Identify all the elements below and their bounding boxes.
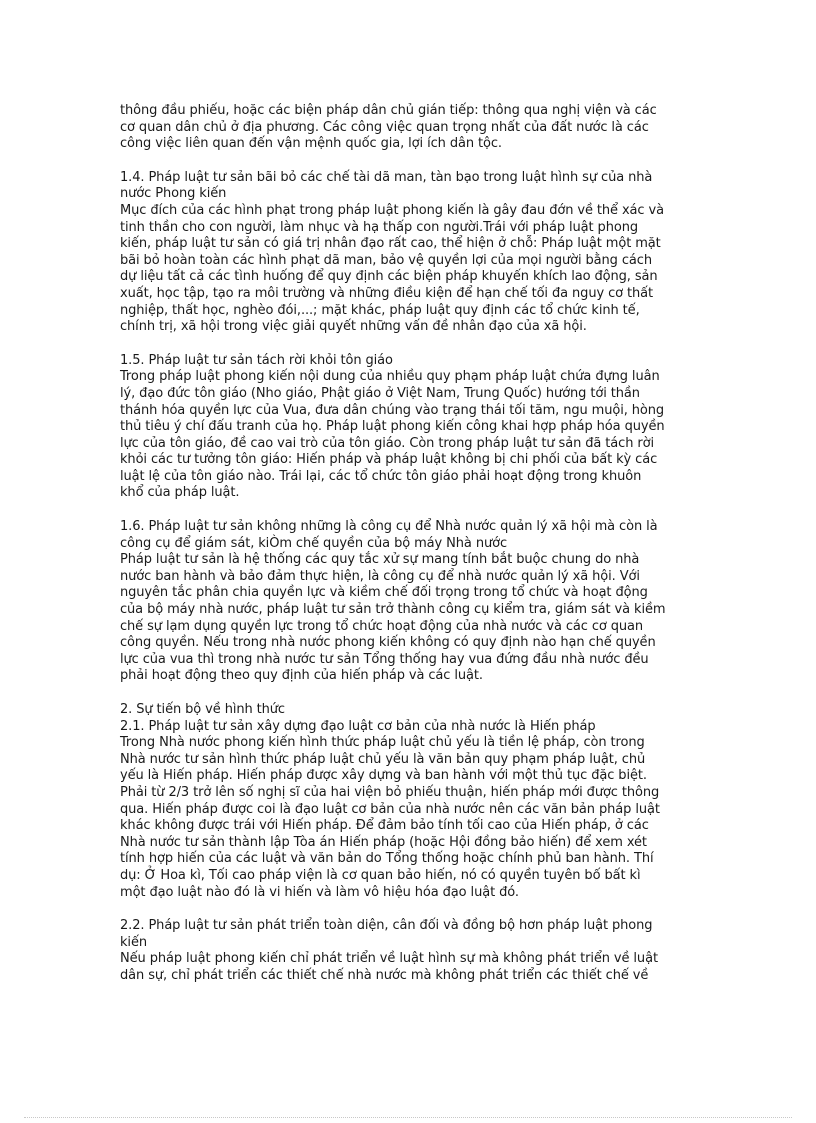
paragraph-section-2-2: 2.2. Pháp luật tư sản phát triển toàn diện, cân đối và đồng bộ hơn pháp luật phong kiến Nếu pháp luật phong kiến chỉ phát triển về luật hình sự mà không phát triển về luật dân sự, chỉ phát triển các thiết chế nhà nước mà không phát triển các thiết chế về: [120, 918, 658, 983]
paragraph-section-1-5: 1.5. Pháp luật tư sản tách rời khỏi tôn giáo Trong pháp luật phong kiến nội dung của nhiều quy phạm pháp luật chứa đựng luân lý, đạo đức tôn giáo (Nho giáo, Phật giáo ở Việt Nam, Trung Quốc) hướng tới thần thánh hóa quyền lực của Vua, đưa dân chúng vào trạng thái tối tăm, ngu muội, hòng thủ tiêu ý chí đấu tranh của họ. Pháp luật phong kiến công khai hợp pháp hóa quyền lực của tôn giáo, đề cao vai trò của tôn giáo. Còn trong pháp luật tư sản đã tách rời khỏi các tư tưởng tôn giáo: Hiến pháp và pháp luật không bị chi phối của bất kỳ các luật lệ của tôn giáo nào. Trái lại, các tổ chức tôn giáo phải hoạt động trong khuôn khổ của pháp luật.: [120, 352, 665, 501]
paragraph-gap: [120, 901, 700, 918]
paragraph-gap: [120, 502, 700, 519]
paragraph-section-2-1: 2. Sự tiến bộ về hình thức 2.1. Pháp luật tư sản xây dựng đạo luật cơ bản của nhà nước là Hiến pháp Trong Nhà nước phong kiến hình thức pháp luật chủ yếu là tiền lệ pháp, còn trong Nhà nước tư sản hình thức pháp luật chủ yếu là văn bản quy phạm pháp luật, chủ yếu là Hiến pháp. Hiến pháp được xây dựng và ban hành với một thủ tục đặc biệt. Phải từ 2/3 trở lên số nghị sĩ của hai viện bỏ phiếu thuận, hiến pháp mới được thông qua. Hiến pháp được coi là đạo luật cơ bản của nhà nước nên các văn bản pháp luật khác không được trái với Hiến pháp. Để đảm bảo tính tối cao của Hiến pháp, ở các Nhà nước tư sản thành lập Tòa án Hiến pháp (hoặc Hội đồng bảo hiến) để xem xét tính hợp hiến của các luật và văn bản do Tổng thống hoặc chính phủ ban hành. Thí dụ: Ở Hoa kì, Tối cao pháp viện là cơ quan bảo hiến, nó có quyền tuyên bố bất kì một đạo luật nào đó là vi hiến và làm vô hiệu hóa đạo luật đó.: [120, 702, 660, 900]
page-bottom-divider: [24, 1117, 792, 1118]
paragraph-section-1-4: 1.4. Pháp luật tư sản bãi bỏ các chế tài dã man, tàn bạo trong luật hình sự của nhà nước Phong kiến Mục đích của các hình phạt trong pháp luật phong kiến là gây đau đớn về thể xác và tinh thần cho con người, làm nhục và hạ thấp con người.Trái với pháp luật phong kiến, pháp luật tư sản có giá trị nhân đạo rất cao, thể hiện ở chỗ: Pháp luật một mặt bãi bỏ hoàn toàn các hình phạt dã man, bảo vệ quyền lợi của mọi người bằng cách dự liệu tất cả các tình huống để quy định các biện pháp khuyến khích lao động, sản xuất, học tập, tạo ra môi trường và những điều kiện để hạn chế tối đa nguy cơ thất nghiệp, thất học, nghèo đói,...; mặt khác, pháp luật quy định các tổ chức kinh tế, chính trị, xã hội trong việc giải quyết những vấn đề nhân đạo của xã hội.: [120, 169, 664, 335]
paragraph-gap: [120, 336, 700, 353]
paragraph-gap: [120, 685, 700, 702]
paragraph-section-1-6: 1.6. Pháp luật tư sản không những là công cụ để Nhà nước quản lý xã hội mà còn là công cụ để giám sát, kiÒm chế quyền của bộ máy Nhà nước Pháp luật tư sản là hệ thống các quy tắc xử sự mang tính bắt buộc chung do nhà nước ban hành và bảo đảm thực hiện, là công cụ để nhà nước quản lý xã hội. Với nguyên tắc phân chia quyền lực và kiềm chế đối trọng trong tổ chức và hoạt động của bộ máy nhà nước, pháp luật tư sản trở thành công cụ kiểm tra, giám sát và kiềm chế sự lạm dụng quyền lực trong tổ chức hoạt động của nhà nước và các cơ quan công quyền. Nếu trong nhà nước phong kiến không có quy định nào hạn chế quyền lực của vua thì trong nhà nước tư sản Tổng thống hay vua đứng đầu nhà nước đều phải hoạt động theo quy định của hiến pháp và các luật.: [120, 519, 666, 684]
document-page: [120, 103, 700, 985]
paragraph-gap: [120, 153, 700, 170]
paragraph-voting: thông đầu phiếu, hoặc các biện pháp dân chủ gián tiếp: thông qua nghị viện và các cơ quan dân chủ ở địa phương. Các công việc quan trọng nhất của đất nước là các công việc liên quan đến vận mệnh quốc gia, lợi ích dân tộc.: [120, 103, 657, 152]
